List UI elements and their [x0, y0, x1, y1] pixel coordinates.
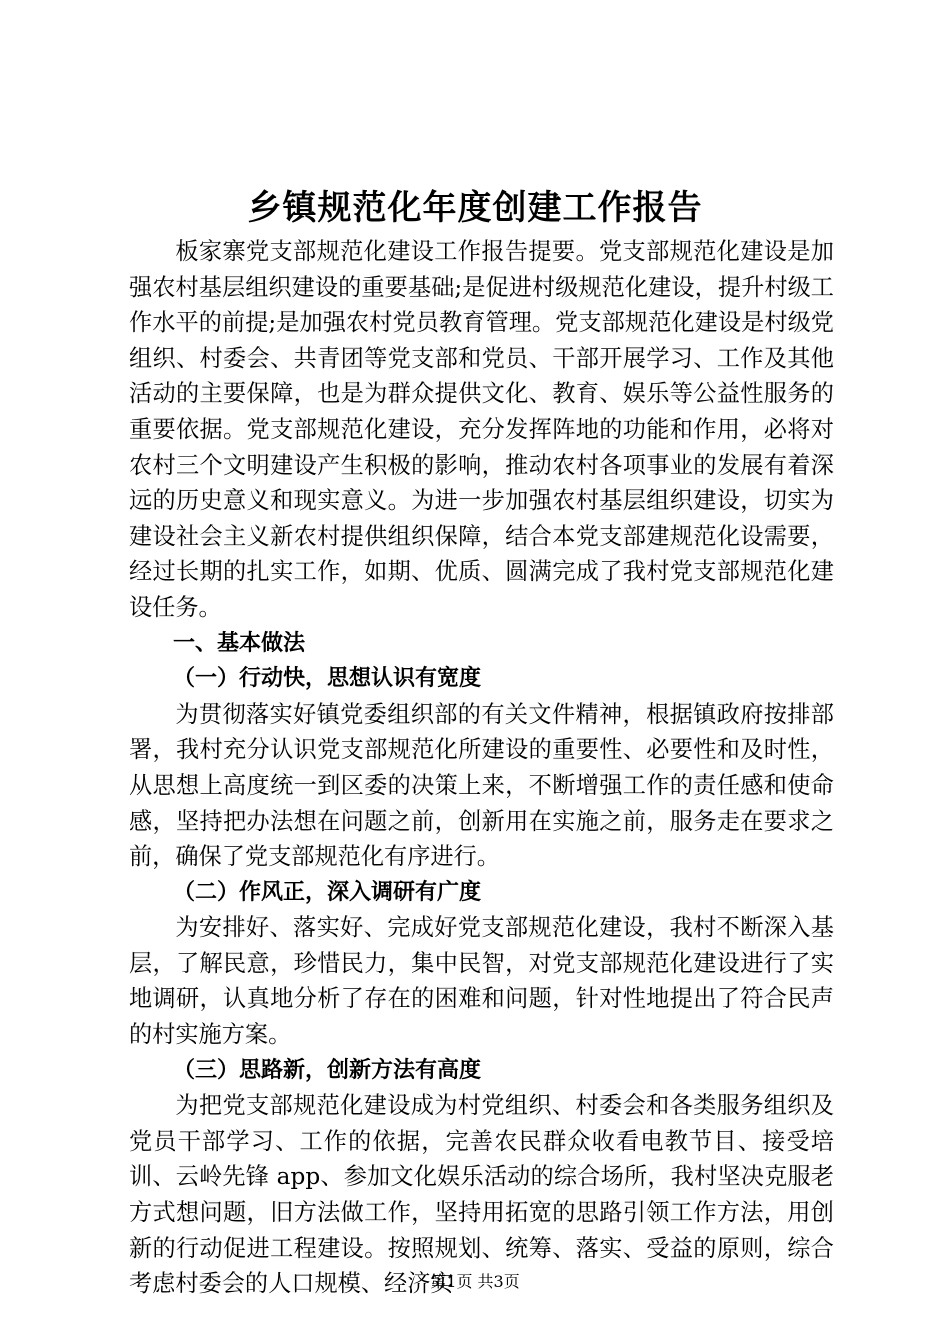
- document-title: 乡镇规范化年度创建工作报告: [247, 188, 703, 228]
- subsection-heading-2: （二）作风正，深入调研有广度: [173, 879, 482, 905]
- section-heading-basic-practices: 一、基本做法: [173, 630, 306, 656]
- subsection-paragraph-1: 为贯彻落实好镇党委组织部的有关文件精神，根据镇政府按排部署，我村充分认识党支部规范化所建设的重要性、必要性和及时性，从思想上高度统一到区委的决策上来，不断增强工作的责任感和使命感，坚持把办法想在问题之前，创新用在实施之前，服务走在要求之前，确保了党支部规范化有序进行。: [129, 700, 834, 871]
- subsection-paragraph-2: 为安排好、落实好、完成好党支部规范化建设，我村不断深入基层，了解民意，珍惜民力，集中民智，对党支部规范化建设进行了实地调研，认真地分析了存在的困难和问题，针对性地提出了符合民声的村实施方案。: [129, 914, 834, 1049]
- intro-paragraph: 板家寨党支部规范化建设工作报告提要。党支部规范化建设是加强农村基层组织建设的重要基础;是促进村级规范化建设，提升村级工作水平的前提;是加强农村党员教育管理。党支部规范化建设是村级党组织、村委会、共青团等党支部和党员、干部开展学习、工作及其他活动的主要保障，也是为群众提供文化、教育、娱乐等公益性服务的重要依据。党支部规范化建设，充分发挥阵地的功能和作用，必将对农村三个文明建设产生积极的影响，推动农村各项事业的发展有着深远的历史意义和现实意义。为进一步加强农村基层组织建设，切实为建设社会主义新农村提供组织保障，结合本党支部建规范化设需要，经过长期的扎实工作，如期、优质、圆满完成了我村党支部规范化建设任务。: [129, 238, 834, 621]
- subsection-heading-3: （三）思路新，创新方法有高度: [173, 1057, 482, 1083]
- subsection-paragraph-3: 为把党支部规范化建设成为村党组织、村委会和各类服务组织及党员干部学习、工作的依据，完善农民群众收看电教节目、接受培训、云岭先锋 app、参加文化娱乐活动的综合场所，我村坚决克服老方式想问题，旧方法做工作，坚持用拓宽的思路引领工作方法，用创新的行动促进工程建设。按照规划、统筹、落实、受益的原则，综合考虑村委会的人口规模、经济实: [129, 1092, 834, 1298]
- page-footer: 第1页 共3页: [430, 1272, 520, 1291]
- document-body: [129, 234, 834, 1302]
- subsection-heading-1: （一）行动快，思想认识有宽度: [173, 666, 482, 692]
